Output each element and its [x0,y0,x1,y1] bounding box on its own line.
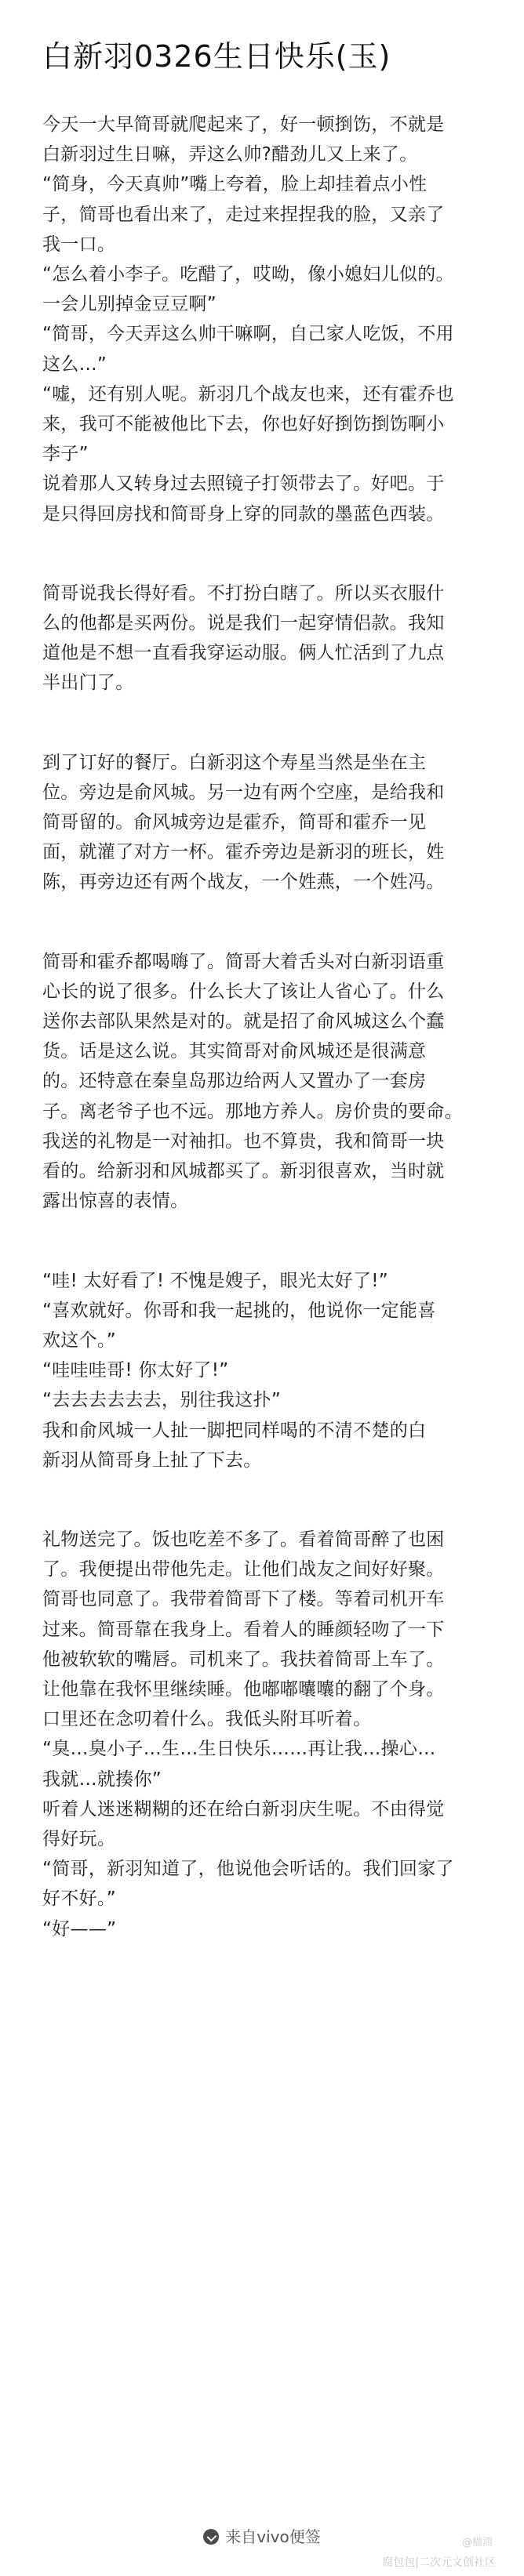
text-line: 面，就灌了对方一杯。霍乔旁边是新羽的班长，姓 [42,842,445,863]
checkmark-circle-icon [203,2529,219,2545]
note-footer [0,2524,524,2547]
text-line: 道他是不想一直看我穿运动服。俩人忙活到了九点 [42,643,445,664]
text-line: 新羽从简哥身上扯了下去。 [42,1449,262,1471]
text-line: “去去去去去去，别往我这扑” [42,1390,282,1411]
text-line: “哇! 太好看了! 不愧是嫂子，眼光太好了!” [42,1270,389,1291]
footer-source-label: 来自vivo便签 [225,2527,321,2546]
text-line: “好——” [42,1918,117,1939]
text-line: 位。旁边是俞风城。另一边有两个空座，是给我和 [42,782,445,803]
text-line: 我和俞风城一人扯一脚把同样喝的不清不楚的白 [42,1420,427,1441]
paragraph [42,748,489,898]
text-line: “简哥，新羽知道了，他说他会听话的。我们回家了 [42,1859,454,1880]
text-line: “简身，今天真帅”嘴上夸着，脸上却挂着点小性 [42,174,428,195]
text-line: 我就…就揍你” [42,1769,162,1790]
text-line: “怎么着小李子。吃醋了，哎呦，像小媳妇儿似的。 [42,264,454,285]
text-line: 白新羽过生日嘛，弄这么帅?醋劲儿又上来了。 [42,144,418,165]
text-line: 露出惊喜的表情。 [42,1191,189,1212]
text-line: 我一口。 [42,234,116,255]
text-line: 说着那人又转身过去照镜子打领带去了。好吧。于 [42,473,445,495]
note-title: 白新羽0326生日快乐(玉) [42,39,391,74]
text-line: 口里还在念叨着什么。我低头附耳听着。 [42,1709,372,1730]
paragraph [42,947,489,1217]
text-line: 礼物送完了。饭也吃差不多了。看着简哥醉了也困 [42,1529,445,1550]
text-line: 子，简哥也看出来了，走过来捏捏我的脸，又亲了 [42,204,445,225]
paragraph [42,1525,489,1944]
text-line: 今天一大早简哥就爬起来了，好一顿捯饬，不就是 [42,114,445,135]
text-line: 过来。简哥靠在我身上。看着人的睡颜轻吻了一下 [42,1619,445,1640]
text-line: 他被软软的嘴唇。司机来了。我扶着简哥上车了。 [42,1649,445,1670]
text-line: 李子” [42,444,89,465]
text-line: 一会儿别掉金豆豆啊” [42,294,217,315]
text-line: 货。话是这么说。其实简哥对俞风城还是很满意 [42,1041,427,1062]
text-line: 好不好。” [42,1888,116,1910]
text-line: 简哥也同意了。我带着简哥下了楼。等着司机开车 [42,1589,445,1610]
paragraph [42,579,489,698]
text-line: 是只得回房找和简哥身上穿的同款的墨蓝色西装。 [42,503,445,524]
text-line: 让他靠在我怀里继续睡。他嘟嘟囔囔的翻了个身。 [42,1678,445,1700]
text-line: “喜欢就好。你哥和我一起挑的，他说你一定能喜 [42,1300,436,1321]
text-line: 送你去部队果然是对的。就是招了俞风城这么个蠢 [42,1011,445,1032]
text-line: 我送的礼物是一对袖扣。也不算贵，我和简哥一块 [42,1130,445,1152]
watermark-site-label: 腐包包|二次元文创社区 [382,2556,496,2569]
text-line: 么的他都是买两份。说是我们一起穿情侣款。我知 [42,613,445,634]
text-line: 简哥留的。俞风城旁边是霍乔，简哥和霍乔一见 [42,812,427,833]
text-line: 这么…” [42,354,107,375]
text-line: 半出门了。 [42,673,134,694]
paragraph [42,110,489,529]
text-line: 简哥说我长得好看。不打扮白瞎了。所以买衣服什 [42,582,445,604]
text-line: 心长的说了很多。什么长大了该让人省心了。什么 [42,981,445,1002]
text-line: 了。我便提出带他先走。让他们战友之间好好聚。 [42,1559,445,1580]
watermark-username: @楹鴻 [461,2537,493,2549]
text-line: “哇哇哇哥! 你太好了!” [42,1360,229,1381]
text-line: 听着人迷迷糊糊的还在给白新羽庆生呢。不由得觉 [42,1798,445,1820]
text-line: 陈，再旁边还有两个战友，一个姓燕，一个姓冯。 [42,872,445,893]
text-line: 简哥和霍乔都喝嗨了。简哥大着舌头对白新羽语重 [42,951,445,972]
text-line: “臭…臭小子…生…生日快乐……再让我…操心… [42,1739,436,1760]
text-line: 的。还特意在秦皇岛那边给两人又置办了一套房 [42,1071,427,1092]
paragraph [42,1266,489,1475]
text-line: 子。离老爷子也不远。那地方养人。房价贵的要命。 [42,1101,463,1122]
text-line: 看的。给新羽和风城都买了。新羽很喜欢，当时就 [42,1161,445,1182]
note-body [42,110,489,1994]
text-line: 欢这个。” [42,1330,116,1351]
text-line: 到了订好的餐厅。白新羽这个寿星当然是坐在主 [42,752,427,773]
text-line: 得好玩。 [42,1828,116,1849]
text-line: “嘘，还有别人呢。新羽几个战友也来，还有霍乔也 [42,383,454,405]
text-line: 来，我可不能被他比下去，你也好好捯饬捯饬啊小 [42,414,445,435]
text-line: “简哥，今天弄这么帅干嘛啊，自己家人吃饭，不用 [42,324,454,345]
